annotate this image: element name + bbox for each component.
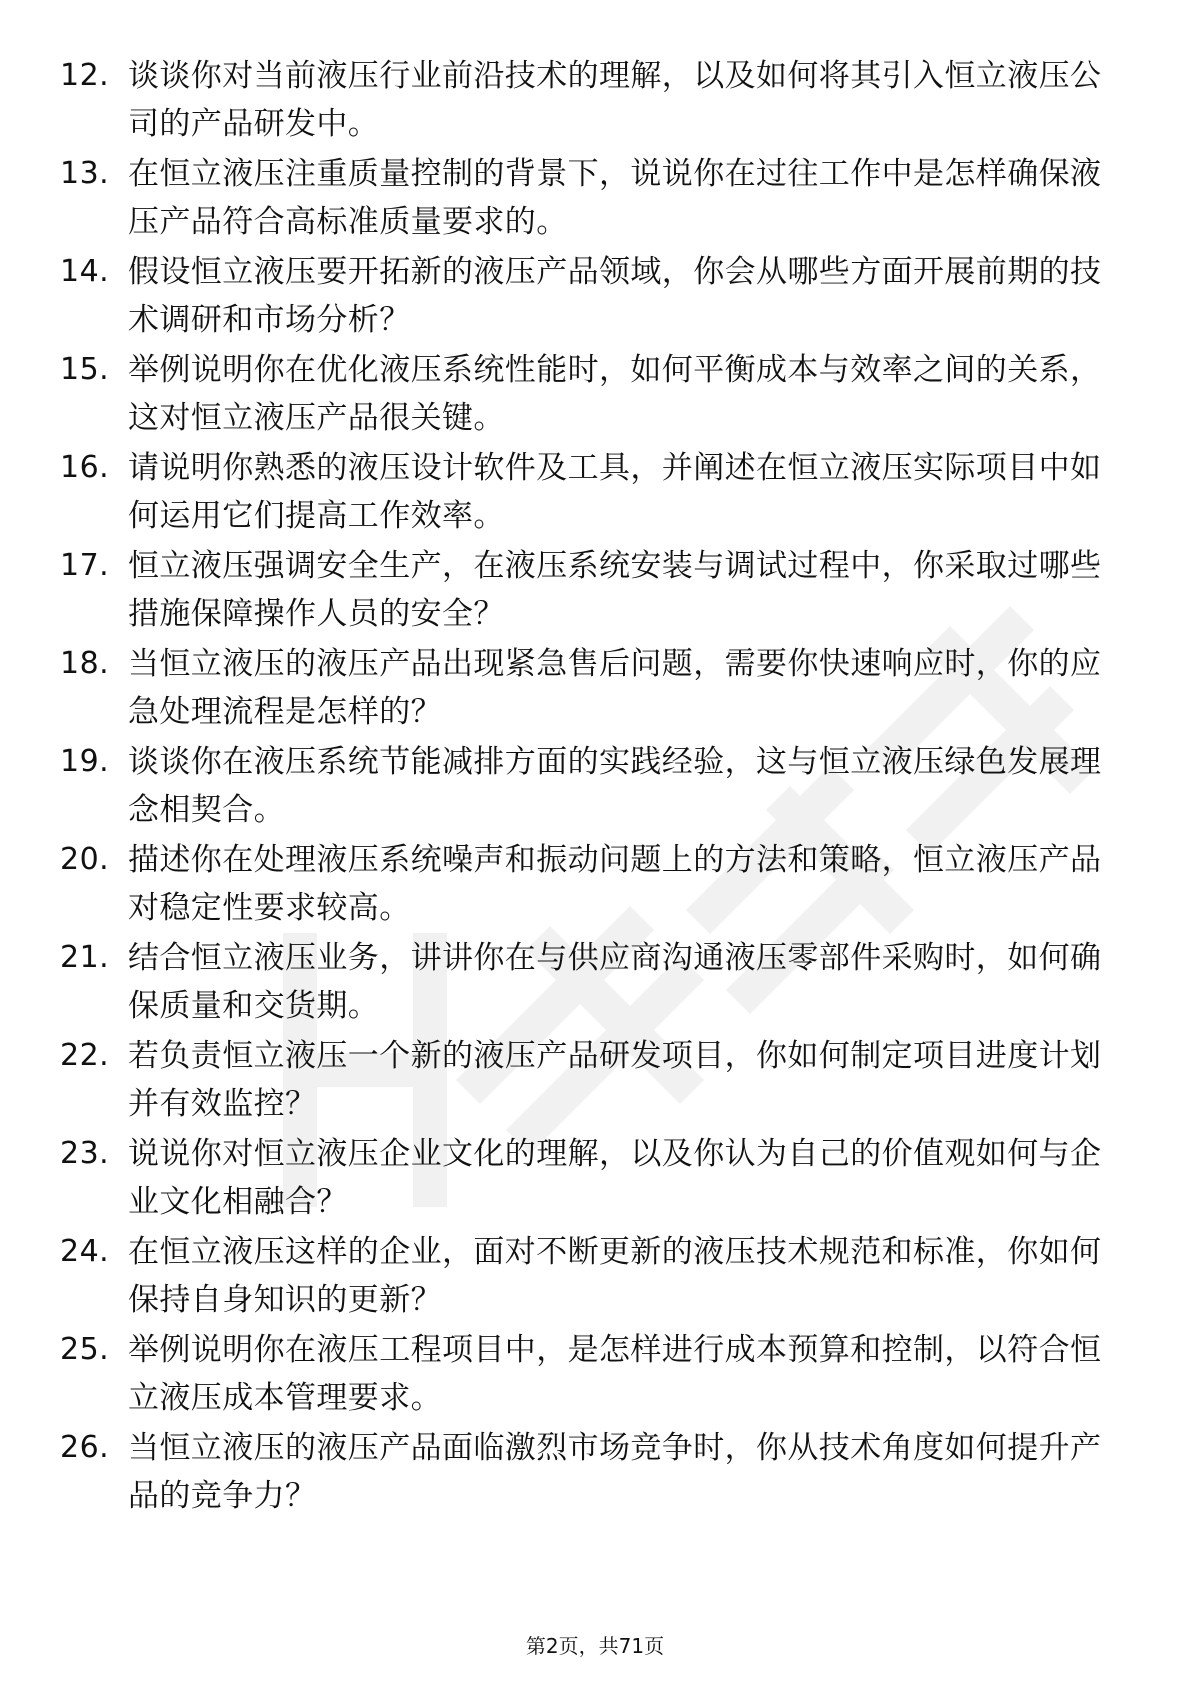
question-text: 说说你对恒立液压企业文化的理解，以及你认为自己的价值观如何与企业文化相融合？ <box>128 1136 1102 1220</box>
question-text: 在恒立液压这样的企业，面对不断更新的液压技术规范和标准，你如何保持自身知识的更新？ <box>128 1234 1102 1318</box>
list-item <box>60 1424 1130 1522</box>
list-item <box>60 346 1130 444</box>
question-text: 恒立液压强调安全生产，在液压系统安装与调试过程中，你采取过哪些措施保障操作人员的安全？ <box>128 548 1102 632</box>
list-item <box>60 1032 1130 1130</box>
question-number: 20. <box>60 842 110 877</box>
list-item <box>60 444 1130 542</box>
list-item <box>60 1130 1130 1228</box>
list-item <box>60 738 1130 836</box>
question-text: 谈谈你在液压系统节能减排方面的实践经验，这与恒立液压绿色发展理念相契合。 <box>128 744 1102 828</box>
question-text: 当恒立液压的液压产品面临激烈市场竞争时，你从技术角度如何提升产品的竞争力？ <box>128 1430 1102 1514</box>
question-text: 若负责恒立液压一个新的液压产品研发项目，你如何制定项目进度计划并有效监控？ <box>128 1038 1102 1122</box>
question-number: 23. <box>60 1136 110 1171</box>
question-number: 17. <box>60 548 110 583</box>
question-text: 举例说明你在优化液压系统性能时，如何平衡成本与效率之间的关系，这对恒立液压产品很关键。 <box>128 352 1102 436</box>
question-number: 25. <box>60 1332 110 1367</box>
page-number-label: 第2页，共71页 <box>525 1634 665 1658</box>
list-item <box>60 836 1130 934</box>
question-text: 当恒立液压的液压产品出现紧急售后问题，需要你快速响应时，你的应急处理流程是怎样的？ <box>128 646 1102 730</box>
question-number: 21. <box>60 940 110 975</box>
question-text: 结合恒立液压业务，讲讲你在与供应商沟通液压零部件采购时，如何确保质量和交货期。 <box>128 940 1102 1024</box>
list-item <box>60 542 1130 640</box>
question-number: 15. <box>60 352 110 387</box>
question-text: 假设恒立液压要开拓新的液压产品领域，你会从哪些方面开展前期的技术调研和市场分析？ <box>128 254 1102 338</box>
question-text: 在恒立液压注重质量控制的背景下，说说你在过往工作中是怎样确保液压产品符合高标准质量要求的。 <box>128 156 1102 240</box>
question-number: 14. <box>60 254 110 289</box>
list-item <box>60 934 1130 1032</box>
list-item <box>60 248 1130 346</box>
question-text: 请说明你熟悉的液压设计软件及工具，并阐述在恒立液压实际项目中如何运用它们提高工作效率。 <box>128 450 1102 534</box>
question-number: 19. <box>60 744 110 779</box>
question-number: 22. <box>60 1038 110 1073</box>
question-number: 18. <box>60 646 110 681</box>
list-item <box>60 640 1130 738</box>
question-text: 描述你在处理液压系统噪声和振动问题上的方法和策略，恒立液压产品对稳定性要求较高。 <box>128 842 1102 926</box>
question-text: 谈谈你对当前液压行业前沿技术的理解，以及如何将其引入恒立液压公司的产品研发中。 <box>128 58 1102 142</box>
question-list <box>60 52 1130 1522</box>
question-text: 举例说明你在液压工程项目中，是怎样进行成本预算和控制，以符合恒立液压成本管理要求。 <box>128 1332 1102 1416</box>
question-number: 16. <box>60 450 110 485</box>
list-item <box>60 150 1130 248</box>
question-number: 24. <box>60 1234 110 1269</box>
question-number: 26. <box>60 1430 110 1465</box>
list-item <box>60 1228 1130 1326</box>
question-number: 12. <box>60 58 110 93</box>
list-item <box>60 52 1130 150</box>
question-number: 13. <box>60 156 110 191</box>
list-item <box>60 1326 1130 1424</box>
page-footer <box>0 1632 1190 1660</box>
